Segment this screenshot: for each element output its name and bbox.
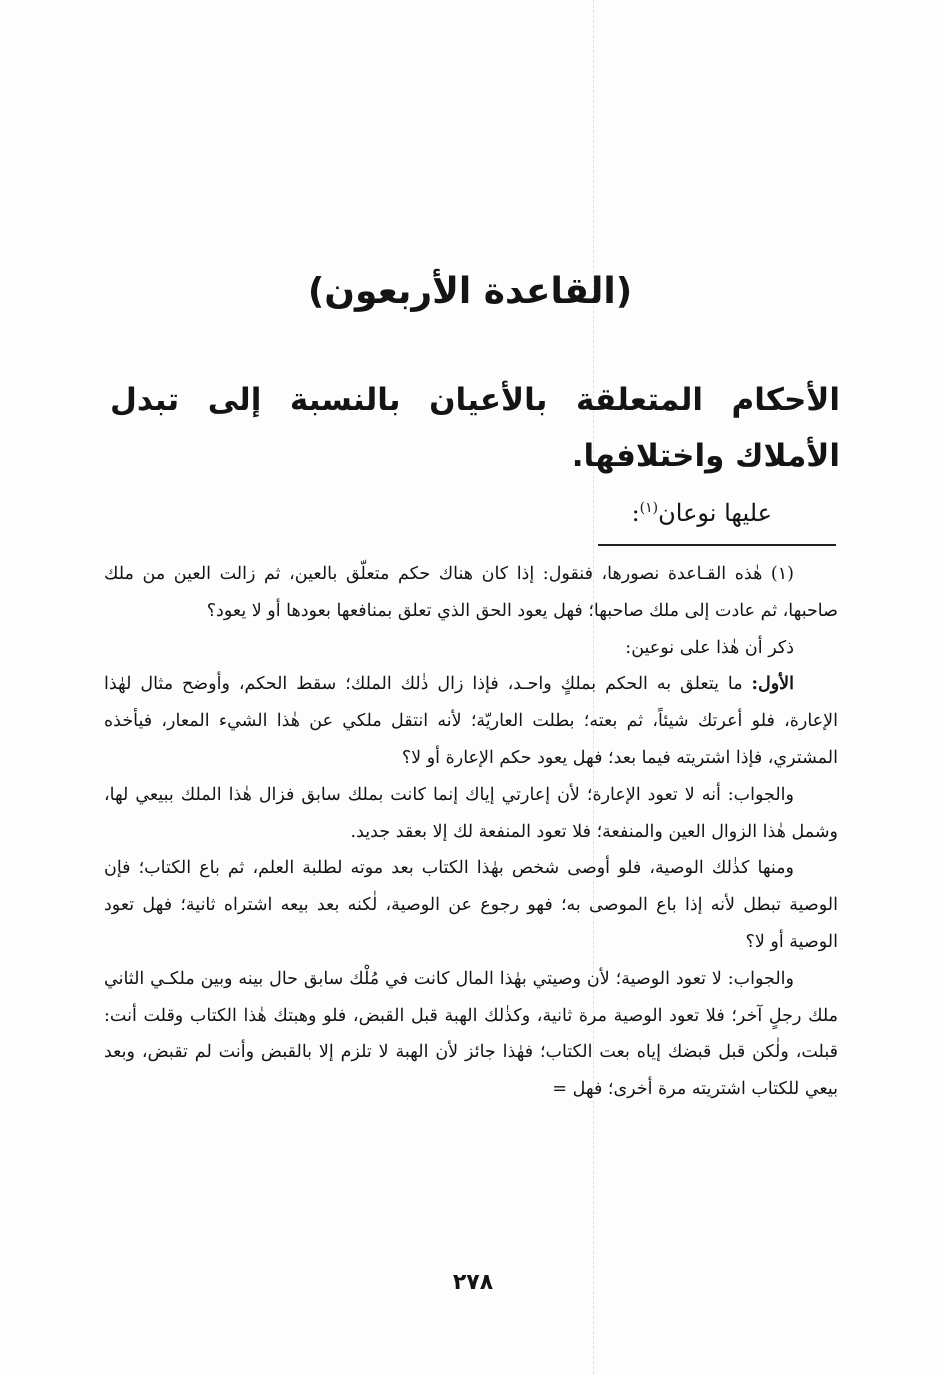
footnote-paragraph-5: ومنها كذٰلك الوصية، فلو أوصى شخص بهٰذا الكتاب بعد موته لطلبة العلم، ثم باع الكتاب؛ فإن الوصية تبطل لأنه إذا باع الموصى به؛ فهو رجوع عن الوصية، لٰكنه بعد بيعه اشتراه ثانية؛ فهل تعود الوصية أو لا؟	[104, 858, 838, 952]
intro-line	[300, 488, 772, 533]
footnote-paragraph-1: (١) هٰذه القـاعدة نصورها، فنقول: إذا كان هناك حكم متعلّق بالعين، ثم زالت العين من ملك صاحبها، ثم عادت إلى ملك صاحبها؛ فهل يعود الحق الذي تعلق بمنافعها بعودها أو لا يعود؟	[104, 564, 838, 621]
first-type-label: الأول:	[751, 674, 794, 695]
section-title: (القاعدة الأربعون)	[307, 271, 633, 312]
page-number: ٢٧٨	[452, 1270, 494, 1295]
first-type-text: ما يتعلق به الحكم بملكٍ واحـد، فإذا زال ذٰلك الملك؛ سقط الحكم، وأوضح مثال لهٰذا الإعارة، فلو أعرتك شيئاً، ثم بعته؛ بطلت العاريّة؛ لأنه انتقل ملكي عن هٰذا الشيء المعار، فيأخذه المشتري، فإذا اشتريته فيما بعد؛ فهل يعود حكم الإعارة أو لا؟	[104, 674, 838, 768]
rule-heading: الأحكام المتعلقة بالأعيان بالنسبة إلى تبدل الأملاك واختلافها.	[110, 382, 840, 474]
footnote-paragraph-4: والجواب: أنه لا تعود الإعارة؛ لأن إعارتي إياك إنما كانت بملك سابق فزال هٰذا الملك ببيعي لها، وشمل هٰذا الزوال العين والمنفعة؛ فلا تعود المنفعة لك إلا بعقد جديد.	[104, 784, 838, 842]
footnote-paragraph-2: ذكر أن هٰذا على نوعين:	[625, 637, 794, 658]
footnote-reference[interactable]: (١)	[639, 500, 659, 516]
footnote-paragraph-6: والجواب: لا تعود الوصية؛ لأن وصيتي بهٰذا المال كانت في مُلْك سابق حال بينه وبين ملكـي الثاني ملك رجلٍ آخر؛ فلا تعود الوصية مرة ثانية، وكذٰلك الهبة قبل القبض، فلو وهبتك هٰذا الكتاب وقلت أنت: قبلت، ولٰكن قبل قبضك إياه بعت الكتاب؛ فهٰذا جائز لأن الهبة لا تلزم إلا بالقبض وأنت لم تقبض، وبعد بيعي للكتاب اشتريته مرة أخرى؛ فهل =	[104, 968, 838, 1100]
intro-text: عليها نوعان	[658, 499, 772, 527]
footnotes-section	[104, 556, 838, 1108]
footnote-separator	[598, 544, 836, 546]
footnote-paragraph-3	[104, 666, 838, 776]
intro-colon: :	[631, 499, 640, 527]
